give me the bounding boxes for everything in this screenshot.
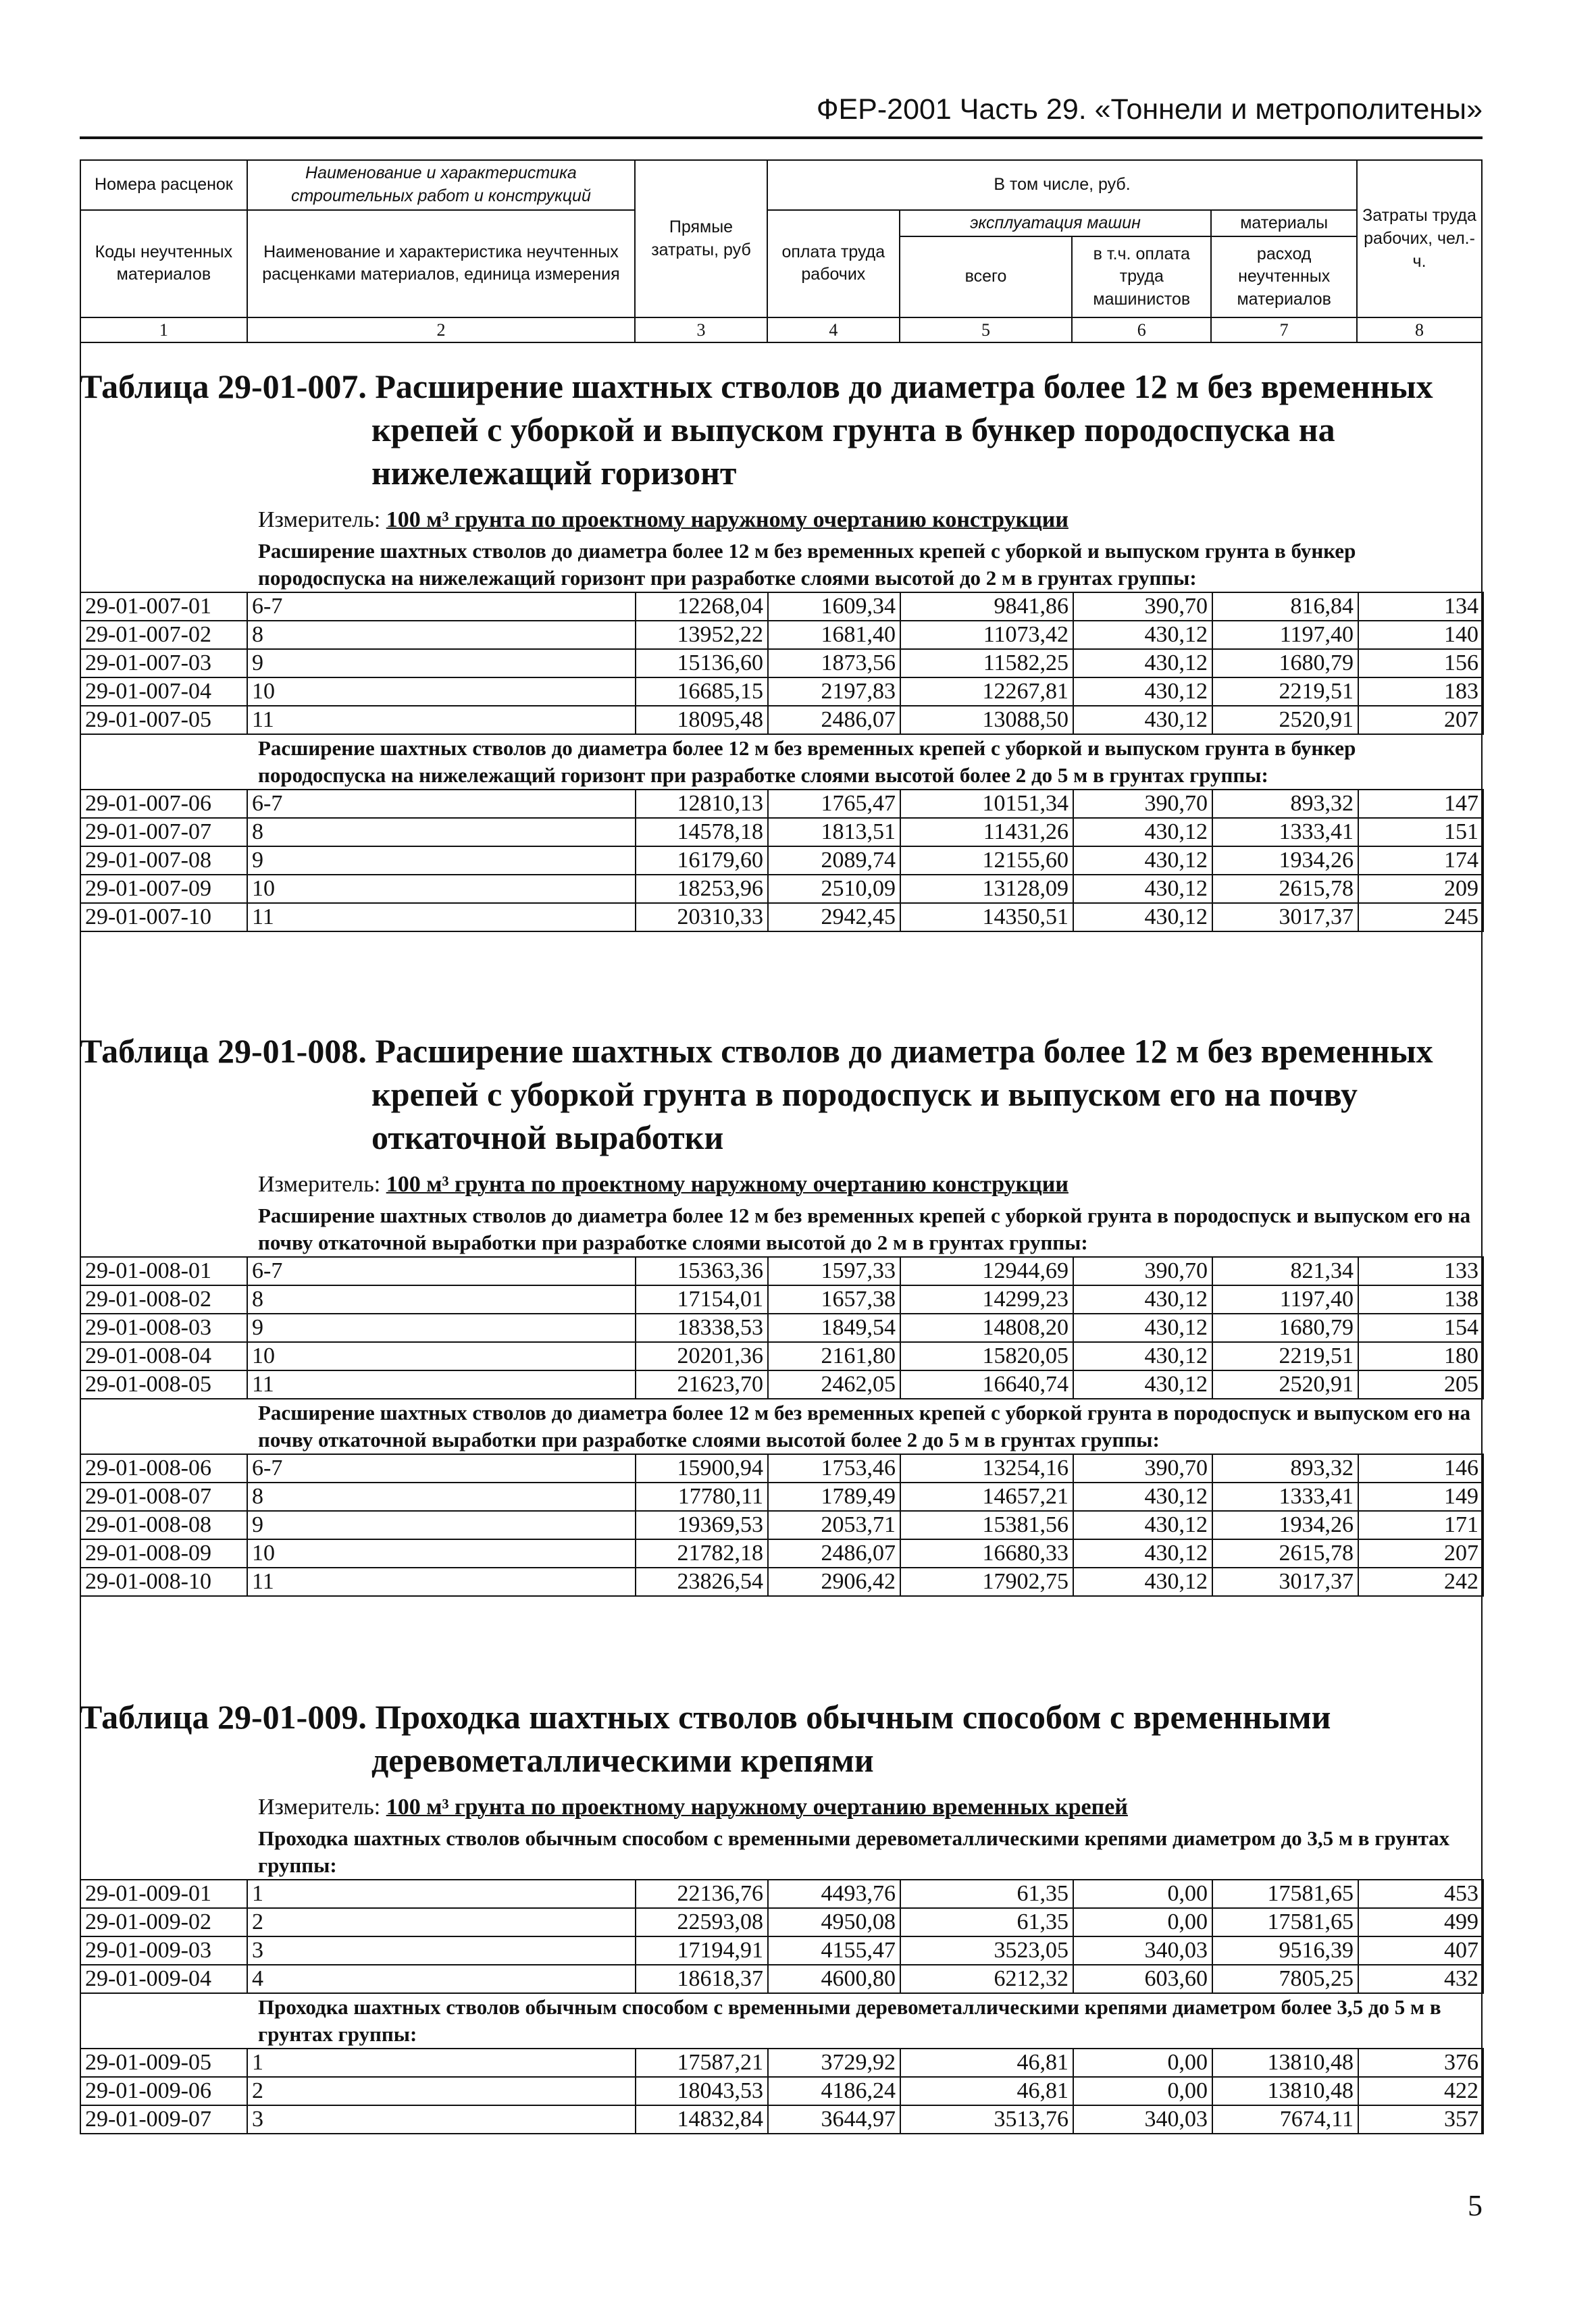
rate-code: 29-01-007-04 bbox=[80, 677, 247, 706]
rate-code: 29-01-009-04 bbox=[80, 1965, 247, 1993]
labor-hours-cell: 499 bbox=[1358, 1908, 1483, 1936]
labor-pay-cell: 1873,56 bbox=[768, 649, 900, 677]
machinist-pay-cell: 390,70 bbox=[1073, 1257, 1212, 1285]
machine-total-cell: 14350,51 bbox=[900, 903, 1073, 931]
measure-unit bbox=[258, 1170, 1483, 1200]
labor-pay-cell: 1789,49 bbox=[768, 1483, 900, 1511]
group-description: Проходка шахтных стволов обычным способом с временными деревометаллическими крепями диаметром до 3,5 м в грунтах группы: bbox=[258, 1826, 1450, 1877]
rates-table bbox=[80, 1454, 1484, 1597]
materials-cell: 2219,51 bbox=[1212, 1342, 1358, 1370]
labor-pay-cell: 1765,47 bbox=[768, 790, 900, 818]
table-row bbox=[80, 621, 1483, 649]
table-row bbox=[80, 846, 1483, 875]
table-row bbox=[80, 1568, 1483, 1596]
table-row bbox=[80, 2049, 1483, 2077]
soil-group: 3 bbox=[247, 2105, 636, 2134]
machine-total-cell: 15820,05 bbox=[900, 1342, 1073, 1370]
labor-hours-cell: 245 bbox=[1358, 903, 1483, 931]
direct-costs-cell: 20201,36 bbox=[636, 1342, 768, 1370]
machinist-pay-cell: 430,12 bbox=[1073, 818, 1212, 846]
group-description: Расширение шахтных стволов до диаметра более 12 м без временных крепей с уборкой и выпуском грунта в бункер породоспуска на нижележащий горизонт при разработке слоями высотой более 2 до 5 м в грунтах группы: bbox=[258, 736, 1356, 787]
soil-group: 10 bbox=[247, 1342, 636, 1370]
machinist-pay-cell: 0,00 bbox=[1073, 1880, 1212, 1908]
page-number: 5 bbox=[1468, 2189, 1483, 2222]
machine-total-cell: 10151,34 bbox=[900, 790, 1073, 818]
page-header: ФЕР-2001 Часть 29. «Тоннели и метрополитены» bbox=[816, 93, 1483, 126]
rate-code: 29-01-008-08 bbox=[80, 1511, 247, 1539]
machine-total-cell: 17902,75 bbox=[900, 1568, 1073, 1596]
labor-hours-cell: 146 bbox=[1358, 1454, 1483, 1483]
machinist-pay-cell: 430,12 bbox=[1073, 706, 1212, 734]
group-description: Расширение шахтных стволов до диаметра более 12 м без временных крепей с уборкой грунта в породоспуск и выпуском его на почву откаточной выработки при разработке слоями высотой до 2 м в грунтах группы: bbox=[258, 1204, 1471, 1254]
rate-code: 29-01-007-10 bbox=[80, 903, 247, 931]
direct-costs-cell: 18618,37 bbox=[636, 1965, 768, 1993]
machine-total-cell: 14808,20 bbox=[900, 1314, 1073, 1342]
soil-group: 1 bbox=[247, 1880, 636, 1908]
soil-group: 8 bbox=[247, 818, 636, 846]
rate-code: 29-01-008-06 bbox=[80, 1454, 247, 1483]
rate-code: 29-01-008-09 bbox=[80, 1539, 247, 1568]
measure-value: 100 м³ грунта по проектному наружному очертанию конструкции bbox=[386, 507, 1069, 532]
soil-group: 8 bbox=[247, 621, 636, 649]
machine-total-cell: 3513,76 bbox=[900, 2105, 1073, 2134]
rate-code: 29-01-007-08 bbox=[80, 846, 247, 875]
machinist-pay-cell: 430,12 bbox=[1073, 649, 1212, 677]
col-num: 6 bbox=[1072, 317, 1211, 342]
machinist-pay-cell: 390,70 bbox=[1073, 1454, 1212, 1483]
col-labor-cost: Затраты труда рабочих, чел.-ч. bbox=[1357, 160, 1482, 317]
rate-code: 29-01-008-02 bbox=[80, 1285, 247, 1314]
machine-total-cell: 16640,74 bbox=[900, 1370, 1073, 1399]
table-row bbox=[80, 1483, 1483, 1511]
machinist-pay-cell: 430,12 bbox=[1073, 1314, 1212, 1342]
machine-total-cell: 13088,50 bbox=[900, 706, 1073, 734]
col-num: 5 bbox=[900, 317, 1073, 342]
group-description: Расширение шахтных стволов до диаметра более 12 м без временных крепей с уборкой грунта в породоспуск и выпуском его на почву откаточной выработки при разработке слоями высотой более 2 до 5 м в грунтах группы: bbox=[258, 1401, 1471, 1451]
col-work-name: Наименование и характеристика строительных работ и конструкций bbox=[247, 160, 635, 210]
table-title: Таблица 29-01-008. Расширение шахтных стволов до диаметра более 12 м без временных крепей с уборкой грунта в породоспуск и выпуском его на почву откаточной выработки bbox=[80, 1032, 1433, 1156]
rates-table bbox=[80, 2048, 1484, 2134]
table-row bbox=[80, 1257, 1483, 1285]
column-header-table bbox=[80, 159, 1483, 343]
labor-pay-cell: 2197,83 bbox=[768, 677, 900, 706]
direct-costs-cell: 18338,53 bbox=[636, 1314, 768, 1342]
table-row bbox=[80, 1511, 1483, 1539]
labor-hours-cell: 133 bbox=[1358, 1257, 1483, 1285]
rate-table-block bbox=[80, 1029, 1483, 1597]
direct-costs-cell: 22136,76 bbox=[636, 1880, 768, 1908]
direct-costs-cell: 16179,60 bbox=[636, 846, 768, 875]
soil-group: 3 bbox=[247, 1936, 636, 1965]
machinist-pay-cell: 430,12 bbox=[1073, 846, 1212, 875]
machine-total-cell: 14299,23 bbox=[900, 1285, 1073, 1314]
table-row bbox=[80, 1342, 1483, 1370]
rate-code: 29-01-007-09 bbox=[80, 875, 247, 903]
labor-pay-cell: 1813,51 bbox=[768, 818, 900, 846]
machinist-pay-cell: 340,03 bbox=[1073, 1936, 1212, 1965]
direct-costs-cell: 18253,96 bbox=[636, 875, 768, 903]
direct-costs-cell: 18043,53 bbox=[636, 2077, 768, 2105]
labor-hours-cell: 183 bbox=[1358, 677, 1483, 706]
soil-group: 10 bbox=[247, 875, 636, 903]
soil-group: 10 bbox=[247, 1539, 636, 1568]
rate-code: 29-01-007-06 bbox=[80, 790, 247, 818]
labor-hours-cell: 407 bbox=[1358, 1936, 1483, 1965]
machinist-pay-cell: 390,70 bbox=[1073, 592, 1212, 621]
col-rate-numbers: Номера расценок bbox=[80, 160, 247, 210]
labor-hours-cell: 138 bbox=[1358, 1285, 1483, 1314]
materials-cell: 1197,40 bbox=[1212, 621, 1358, 649]
rate-code: 29-01-009-01 bbox=[80, 1880, 247, 1908]
materials-cell: 1333,41 bbox=[1212, 818, 1358, 846]
materials-cell: 17581,65 bbox=[1212, 1880, 1358, 1908]
labor-hours-cell: 242 bbox=[1358, 1568, 1483, 1596]
labor-pay-cell: 1609,34 bbox=[768, 592, 900, 621]
header-rule bbox=[80, 136, 1483, 139]
rate-code: 29-01-009-05 bbox=[80, 2049, 247, 2077]
direct-costs-cell: 22593,08 bbox=[636, 1908, 768, 1936]
col-labor-pay: оплата труда рабочих bbox=[767, 210, 900, 318]
labor-hours-cell: 154 bbox=[1358, 1314, 1483, 1342]
labor-hours-cell: 432 bbox=[1358, 1965, 1483, 1993]
machine-total-cell: 46,81 bbox=[900, 2049, 1073, 2077]
measure-value: 100 м³ грунта по проектному наружному очертанию временных крепей bbox=[386, 1795, 1128, 1820]
soil-group: 9 bbox=[247, 1511, 636, 1539]
soil-group: 2 bbox=[247, 1908, 636, 1936]
direct-costs-cell: 15900,94 bbox=[636, 1454, 768, 1483]
col-num: 4 bbox=[767, 317, 900, 342]
table-title: Таблица 29-01-007. Расширение шахтных стволов до диаметра более 12 м без временных крепей с уборкой и выпуском грунта в бункер породоспуска на нижележащий горизонт bbox=[80, 367, 1433, 492]
machine-total-cell: 11073,42 bbox=[900, 621, 1073, 649]
measure-value: 100 м³ грунта по проектному наружному очертанию конструкции bbox=[386, 1172, 1069, 1197]
machine-total-cell: 46,81 bbox=[900, 2077, 1073, 2105]
machine-total-cell: 61,35 bbox=[900, 1908, 1073, 1936]
col-num: 1 bbox=[80, 317, 247, 342]
machinist-pay-cell: 430,12 bbox=[1073, 677, 1212, 706]
rate-code: 29-01-007-07 bbox=[80, 818, 247, 846]
direct-costs-cell: 16685,15 bbox=[636, 677, 768, 706]
table-row bbox=[80, 677, 1483, 706]
direct-costs-cell: 23826,54 bbox=[636, 1568, 768, 1596]
group-description: Проходка шахтных стволов обычным способом с временными деревометаллическими крепями диаметром более 3,5 до 5 м в грунтах группы: bbox=[258, 1995, 1441, 2046]
rate-code: 29-01-007-01 bbox=[80, 592, 247, 621]
labor-pay-cell: 2462,05 bbox=[768, 1370, 900, 1399]
rate-code: 29-01-009-03 bbox=[80, 1936, 247, 1965]
col-total: всего bbox=[900, 236, 1073, 317]
machinist-pay-cell: 390,70 bbox=[1073, 790, 1212, 818]
col-including: В том числе, руб. bbox=[767, 160, 1357, 210]
machinist-pay-cell: 430,12 bbox=[1073, 875, 1212, 903]
labor-pay-cell: 2089,74 bbox=[768, 846, 900, 875]
col-machine-use: эксплуатация машин bbox=[900, 210, 1212, 237]
labor-pay-cell: 2510,09 bbox=[768, 875, 900, 903]
table-row bbox=[80, 818, 1483, 846]
labor-hours-cell: 205 bbox=[1358, 1370, 1483, 1399]
labor-hours-cell: 140 bbox=[1358, 621, 1483, 649]
table-row bbox=[80, 1314, 1483, 1342]
labor-hours-cell: 134 bbox=[1358, 592, 1483, 621]
direct-costs-cell: 18095,48 bbox=[636, 706, 768, 734]
labor-pay-cell: 4493,76 bbox=[768, 1880, 900, 1908]
rate-code: 29-01-008-04 bbox=[80, 1342, 247, 1370]
soil-group: 11 bbox=[247, 1370, 636, 1399]
machinist-pay-cell: 430,12 bbox=[1073, 1539, 1212, 1568]
table-row bbox=[80, 1285, 1483, 1314]
materials-cell: 13810,48 bbox=[1212, 2077, 1358, 2105]
labor-pay-cell: 4950,08 bbox=[768, 1908, 900, 1936]
labor-pay-cell: 1597,33 bbox=[768, 1257, 900, 1285]
table-row bbox=[80, 2077, 1483, 2105]
rates-table bbox=[80, 1256, 1484, 1399]
soil-group: 11 bbox=[247, 706, 636, 734]
materials-cell: 1197,40 bbox=[1212, 1285, 1358, 1314]
direct-costs-cell: 17194,91 bbox=[636, 1936, 768, 1965]
labor-pay-cell: 2486,07 bbox=[768, 1539, 900, 1568]
machine-total-cell: 13254,16 bbox=[900, 1454, 1073, 1483]
table-row bbox=[80, 1936, 1483, 1965]
machinist-pay-cell: 340,03 bbox=[1073, 2105, 1212, 2134]
col-material-name: Наименование и характеристика неучтенных расценками материалов, единица измерения bbox=[247, 210, 635, 318]
soil-group: 6-7 bbox=[247, 592, 636, 621]
labor-pay-cell: 1849,54 bbox=[768, 1314, 900, 1342]
machine-total-cell: 15381,56 bbox=[900, 1511, 1073, 1539]
machine-total-cell: 12155,60 bbox=[900, 846, 1073, 875]
direct-costs-cell: 21782,18 bbox=[636, 1539, 768, 1568]
labor-pay-cell: 1753,46 bbox=[768, 1454, 900, 1483]
labor-hours-cell: 422 bbox=[1358, 2077, 1483, 2105]
machinist-pay-cell: 430,12 bbox=[1073, 1568, 1212, 1596]
soil-group: 9 bbox=[247, 846, 636, 875]
materials-cell: 893,32 bbox=[1212, 1454, 1358, 1483]
table-row bbox=[80, 1370, 1483, 1399]
direct-costs-cell: 12810,13 bbox=[636, 790, 768, 818]
table-row bbox=[80, 706, 1483, 734]
labor-hours-cell: 149 bbox=[1358, 1483, 1483, 1511]
col-num: 2 bbox=[247, 317, 635, 342]
materials-cell: 816,84 bbox=[1212, 592, 1358, 621]
machine-total-cell: 14657,21 bbox=[900, 1483, 1073, 1511]
materials-cell: 2219,51 bbox=[1212, 677, 1358, 706]
col-num: 3 bbox=[635, 317, 767, 342]
rate-code: 29-01-007-02 bbox=[80, 621, 247, 649]
rate-code: 29-01-008-01 bbox=[80, 1257, 247, 1285]
materials-cell: 9516,39 bbox=[1212, 1936, 1358, 1965]
soil-group: 1 bbox=[247, 2049, 636, 2077]
table-row bbox=[80, 903, 1483, 931]
soil-group: 6-7 bbox=[247, 1454, 636, 1483]
materials-cell: 13810,48 bbox=[1212, 2049, 1358, 2077]
labor-pay-cell: 3644,97 bbox=[768, 2105, 900, 2134]
table-row bbox=[80, 1908, 1483, 1936]
soil-group: 11 bbox=[247, 903, 636, 931]
rates-table bbox=[80, 789, 1484, 932]
table-row bbox=[80, 1454, 1483, 1483]
col-incl-machinist: в т.ч. оплата труда машинистов bbox=[1072, 236, 1211, 317]
machine-total-cell: 12944,69 bbox=[900, 1257, 1073, 1285]
direct-costs-cell: 15363,36 bbox=[636, 1257, 768, 1285]
direct-costs-cell: 17780,11 bbox=[636, 1483, 768, 1511]
measure-label: Измеритель: bbox=[258, 507, 386, 532]
machinist-pay-cell: 430,12 bbox=[1073, 903, 1212, 931]
col-direct-costs: Прямые затраты, руб bbox=[635, 160, 767, 317]
rate-code: 29-01-008-03 bbox=[80, 1314, 247, 1342]
machine-total-cell: 11431,26 bbox=[900, 818, 1073, 846]
soil-group: 8 bbox=[247, 1285, 636, 1314]
rate-table-block bbox=[80, 1695, 1483, 2134]
labor-pay-cell: 2906,42 bbox=[768, 1568, 900, 1596]
rates-table bbox=[80, 1879, 1484, 1994]
materials-cell: 1680,79 bbox=[1212, 1314, 1358, 1342]
group-description: Расширение шахтных стволов до диаметра более 12 м без временных крепей с уборкой и выпуском грунта в бункер породоспуска на нижележащий горизонт при разработке слоями высотой до 2 м в грунтах группы: bbox=[258, 539, 1356, 590]
table-row bbox=[80, 649, 1483, 677]
direct-costs-cell: 20310,33 bbox=[636, 903, 768, 931]
machine-total-cell: 3523,05 bbox=[900, 1936, 1073, 1965]
labor-pay-cell: 4186,24 bbox=[768, 2077, 900, 2105]
labor-pay-cell: 1657,38 bbox=[768, 1285, 900, 1314]
labor-hours-cell: 453 bbox=[1358, 1880, 1483, 1908]
table-row bbox=[80, 592, 1483, 621]
materials-cell: 1680,79 bbox=[1212, 649, 1358, 677]
rate-code: 29-01-009-02 bbox=[80, 1908, 247, 1936]
machine-total-cell: 16680,33 bbox=[900, 1539, 1073, 1568]
labor-hours-cell: 171 bbox=[1358, 1511, 1483, 1539]
soil-group: 2 bbox=[247, 2077, 636, 2105]
rate-code: 29-01-007-05 bbox=[80, 706, 247, 734]
rate-table-block bbox=[80, 365, 1483, 932]
machinist-pay-cell: 0,00 bbox=[1073, 1908, 1212, 1936]
materials-cell: 3017,37 bbox=[1212, 903, 1358, 931]
measure-label: Измеритель: bbox=[258, 1172, 386, 1197]
direct-costs-cell: 14578,18 bbox=[636, 818, 768, 846]
measure-unit bbox=[258, 1793, 1483, 1822]
materials-cell: 2520,91 bbox=[1212, 706, 1358, 734]
soil-group: 10 bbox=[247, 677, 636, 706]
col-num: 8 bbox=[1357, 317, 1482, 342]
rate-code: 29-01-008-07 bbox=[80, 1483, 247, 1511]
table-title: Таблица 29-01-009. Проходка шахтных стволов обычным способом с временными деревометаллическими крепями bbox=[80, 1698, 1331, 1779]
soil-group: 9 bbox=[247, 1314, 636, 1342]
soil-group: 9 bbox=[247, 649, 636, 677]
materials-cell: 1934,26 bbox=[1212, 846, 1358, 875]
table-row bbox=[80, 790, 1483, 818]
machine-total-cell: 6212,32 bbox=[900, 1965, 1073, 1993]
soil-group: 6-7 bbox=[247, 1257, 636, 1285]
rate-code: 29-01-009-06 bbox=[80, 2077, 247, 2105]
table-row bbox=[80, 1539, 1483, 1568]
direct-costs-cell: 21623,70 bbox=[636, 1370, 768, 1399]
labor-pay-cell: 4600,80 bbox=[768, 1965, 900, 1993]
labor-hours-cell: 207 bbox=[1358, 1539, 1483, 1568]
soil-group: 11 bbox=[247, 1568, 636, 1596]
materials-cell: 821,34 bbox=[1212, 1257, 1358, 1285]
machinist-pay-cell: 430,12 bbox=[1073, 1511, 1212, 1539]
labor-hours-cell: 180 bbox=[1358, 1342, 1483, 1370]
labor-pay-cell: 3729,92 bbox=[768, 2049, 900, 2077]
machinist-pay-cell: 603,60 bbox=[1073, 1965, 1212, 1993]
materials-cell: 3017,37 bbox=[1212, 1568, 1358, 1596]
machine-total-cell: 12267,81 bbox=[900, 677, 1073, 706]
labor-hours-cell: 209 bbox=[1358, 875, 1483, 903]
machinist-pay-cell: 430,12 bbox=[1073, 621, 1212, 649]
machine-total-cell: 11582,25 bbox=[900, 649, 1073, 677]
labor-hours-cell: 156 bbox=[1358, 649, 1483, 677]
machine-total-cell: 13128,09 bbox=[900, 875, 1073, 903]
direct-costs-cell: 13952,22 bbox=[636, 621, 768, 649]
col-material-consumption: расход неучтенных материалов bbox=[1211, 236, 1357, 317]
labor-pay-cell: 4155,47 bbox=[768, 1936, 900, 1965]
labor-pay-cell: 1681,40 bbox=[768, 621, 900, 649]
labor-hours-cell: 151 bbox=[1358, 818, 1483, 846]
materials-cell: 17581,65 bbox=[1212, 1908, 1358, 1936]
machine-total-cell: 9841,86 bbox=[900, 592, 1073, 621]
machinist-pay-cell: 430,12 bbox=[1073, 1483, 1212, 1511]
materials-cell: 1333,41 bbox=[1212, 1483, 1358, 1511]
labor-hours-cell: 174 bbox=[1358, 846, 1483, 875]
soil-group: 8 bbox=[247, 1483, 636, 1511]
materials-cell: 1934,26 bbox=[1212, 1511, 1358, 1539]
rates-table bbox=[80, 592, 1484, 735]
labor-hours-cell: 357 bbox=[1358, 2105, 1483, 2134]
direct-costs-cell: 17587,21 bbox=[636, 2049, 768, 2077]
measure-label: Измеритель: bbox=[258, 1795, 386, 1820]
labor-hours-cell: 147 bbox=[1358, 790, 1483, 818]
direct-costs-cell: 19369,53 bbox=[636, 1511, 768, 1539]
labor-hours-cell: 207 bbox=[1358, 706, 1483, 734]
rate-code: 29-01-007-03 bbox=[80, 649, 247, 677]
direct-costs-cell: 17154,01 bbox=[636, 1285, 768, 1314]
table-row bbox=[80, 1880, 1483, 1908]
table-row bbox=[80, 2105, 1483, 2134]
labor-hours-cell: 376 bbox=[1358, 2049, 1483, 2077]
labor-pay-cell: 2942,45 bbox=[768, 903, 900, 931]
machinist-pay-cell: 430,12 bbox=[1073, 1370, 1212, 1399]
col-num: 7 bbox=[1211, 317, 1357, 342]
soil-group: 4 bbox=[247, 1965, 636, 1993]
labor-pay-cell: 2161,80 bbox=[768, 1342, 900, 1370]
materials-cell: 2520,91 bbox=[1212, 1370, 1358, 1399]
rate-code: 29-01-008-10 bbox=[80, 1568, 247, 1596]
materials-cell: 7805,25 bbox=[1212, 1965, 1358, 1993]
col-material-codes: Коды неучтенных материалов bbox=[80, 210, 247, 318]
labor-pay-cell: 2053,71 bbox=[768, 1511, 900, 1539]
rate-code: 29-01-008-05 bbox=[80, 1370, 247, 1399]
machine-total-cell: 61,35 bbox=[900, 1880, 1073, 1908]
materials-cell: 2615,78 bbox=[1212, 1539, 1358, 1568]
measure-unit bbox=[258, 505, 1483, 535]
machinist-pay-cell: 0,00 bbox=[1073, 2049, 1212, 2077]
rate-code: 29-01-009-07 bbox=[80, 2105, 247, 2134]
machinist-pay-cell: 0,00 bbox=[1073, 2077, 1212, 2105]
direct-costs-cell: 15136,60 bbox=[636, 649, 768, 677]
machinist-pay-cell: 430,12 bbox=[1073, 1285, 1212, 1314]
table-row bbox=[80, 875, 1483, 903]
direct-costs-cell: 14832,84 bbox=[636, 2105, 768, 2134]
machinist-pay-cell: 430,12 bbox=[1073, 1342, 1212, 1370]
labor-pay-cell: 2486,07 bbox=[768, 706, 900, 734]
direct-costs-cell: 12268,04 bbox=[636, 592, 768, 621]
materials-cell: 893,32 bbox=[1212, 790, 1358, 818]
materials-cell: 2615,78 bbox=[1212, 875, 1358, 903]
soil-group: 6-7 bbox=[247, 790, 636, 818]
table-row bbox=[80, 1965, 1483, 1993]
materials-cell: 7674,11 bbox=[1212, 2105, 1358, 2134]
col-materials: материалы bbox=[1211, 210, 1357, 237]
